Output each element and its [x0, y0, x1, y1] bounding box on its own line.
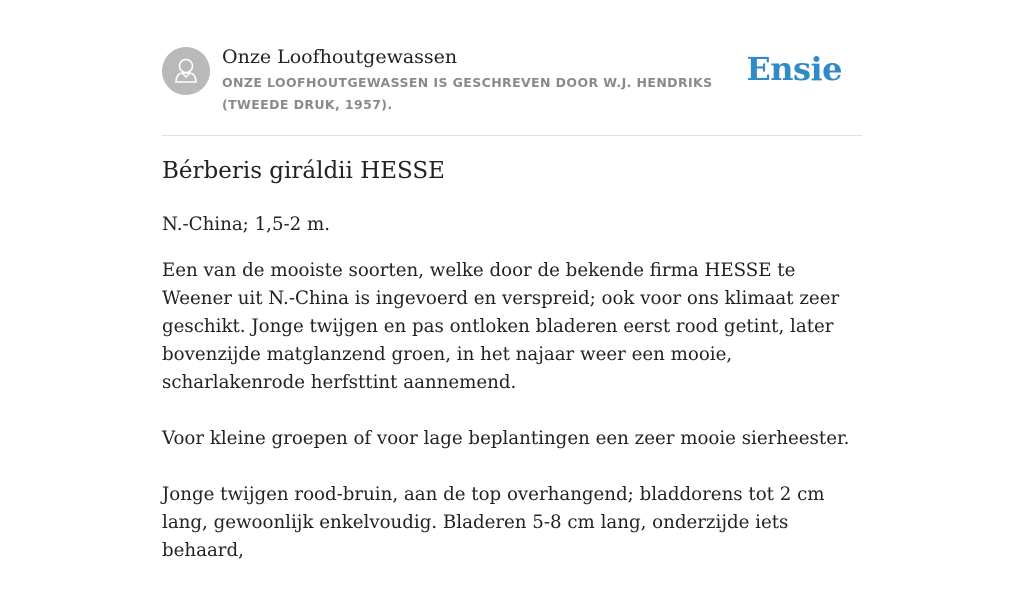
source-title[interactable]: Onze Loofhoutgewassen — [222, 46, 458, 68]
source-description: ONZE LOOFHOUTGEWASSEN IS GESCHREVEN DOOR W.J. HENDRIKS (TWEEDE DRUK, 1957). — [222, 75, 713, 112]
entry-paragraph: Jonge twijgen rood-bruin, aan de top overhangend; bladdorens tot 2 cm lang, gewoonlijk enkelvoudig. Bladeren 5-8 cm lang, onderzijde iets behaard, — [162, 484, 825, 561]
page-container — [162, 0, 862, 561]
user-outline-icon — [162, 47, 210, 95]
entry-paragraph: Een van de mooiste soorten, welke door de bekende firma HESSE te Weener uit N.-China is ingevoerd en verspreid; ook voor ons klimaat zeer geschikt. Jonge twijgen en pas ontloken bladeren eerst rood getint, later bovenzijde matglanzend groen, in het najaar weer een mooie, scharlakenrode herfsttint aannemend. — [162, 260, 840, 393]
source-avatar[interactable] — [162, 47, 210, 95]
ensie-logo[interactable]: Ensie — [746, 50, 842, 88]
entry-paragraph: N.-China; 1,5-2 m. — [162, 214, 331, 235]
entry-body — [162, 211, 864, 593]
entry-title: Bérberis giráldii HESSE — [162, 158, 445, 184]
source-header — [162, 0, 862, 136]
entry-paragraph: Voor kleine groepen of voor lage beplantingen een zeer mooie sierheester. — [162, 428, 850, 449]
